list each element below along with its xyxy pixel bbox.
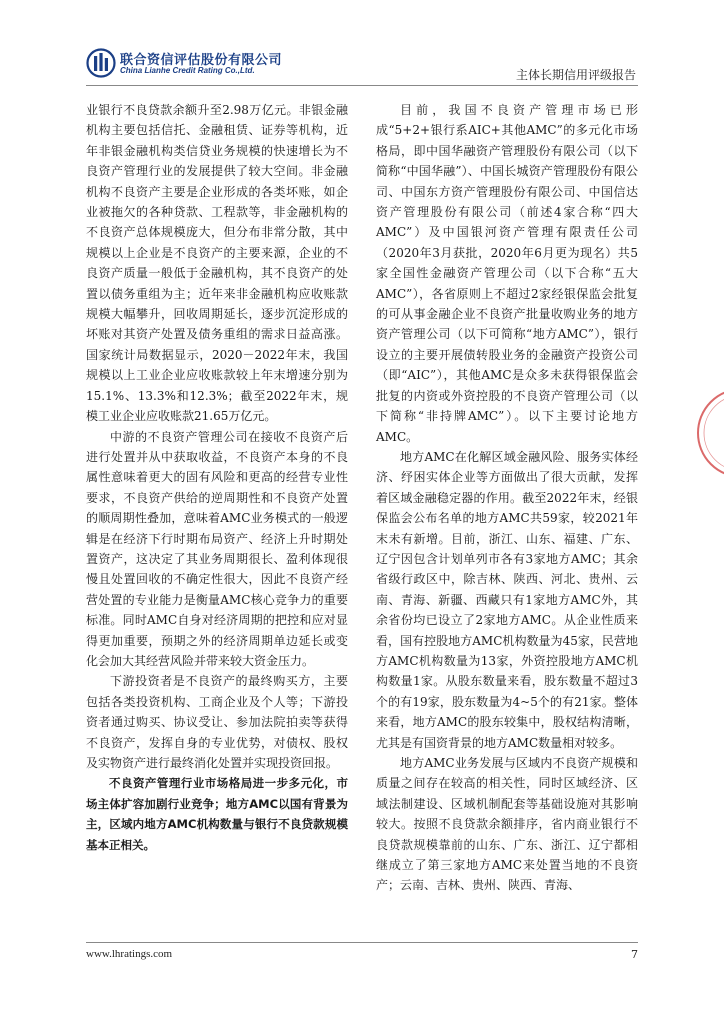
section-heading: 不良资产管理行业市场格局进一步多元化，市场主体扩容加剧行业竞争；地方AMC以国有背景为主，区域内地方AMC机构数量与银行不良贷款规模基本正相关。 — [86, 776, 348, 852]
seal-stamp-icon — [694, 378, 724, 488]
paragraph: 中游的不良资产管理公司在接收不良资产后进行处置并从中获取收益，不良资产本身的不良属性意味着更大的固有风险和更高的经营专业性要求，不良资产供给的逆周期性和不良资产处置的顺周期性叠加，意味着AMC业务模式的一般逻辑是在经济下行时期布局资产、经济上升时期处置资产，这决定了其业务周期很长、盈利体现很慢且处置回收的不确定性很大，因此不良资产经营处置的专业能力是衡量AMC核心竞争力的重要标准。同时AMC自身对经济周期的把控和应对显得更加重要，预期之外的经济周期单边延长或变化会加大其经营风险并带来较大资金压力。 — [86, 429, 348, 668]
paragraph: 地方AMC业务发展与区域内不良资产规模和质量之间存在较高的相关性，同时区域经济、区域法制建设、区域机制配套等基础设施对其影响较大。按照不良贷款余额排序，省内商业银行不良贷款规模靠前的山东、广东、浙江、辽宁都相继成立了第三家地方AMC来处置当地的不良资产；云南、吉林、贵州、陕西、青海、 — [376, 756, 638, 893]
right-column — [376, 100, 638, 896]
paragraph: 地方AMC在化解区域金融风险、服务实体经济、纾困实体企业等方面做出了很大贡献，发挥着区域金融稳定器的作用。截至2022年末，经银保监会公布名单的地方AMC共59家，较2021年末未有新增。目前，浙江、山东、福建、广东、辽宁因包含计划单列市各有3家地方AMC；其余省级行政区中，除吉林、陕西、河北、贵州、云南、青海、新疆、西藏只有1家地方AMC外，其余省份均已设立了2家地方AMC。从企业性质来看，国有控股地方AMC机构数量为45家，民营地方AMC机构数量为13家，外资控股地方AMC机构数量1家。从股东数量来看，股东数量不超过3个的有19家，股东数量为4~5个的有21家。整体来看，地方AMC的股东较集中，股权结构清晰，尤其是有国资背景的地方AMC数量相对较多。 — [376, 449, 638, 750]
paragraph: 下游投资者是不良资产的最终购买方，主要包括各类投资机构、工商企业及个人等；下游投资者通过购买、协议受让、参加法院拍卖等获得不良资产，发挥自身的专业优势，对债权、股权及实物资产进行最终消化处置并实现投资回报。 — [86, 674, 348, 770]
company-name-en: China Lianhe Credit Rating Co.,Ltd. — [120, 66, 255, 75]
footer-url-link[interactable]: www.lhratings.com — [86, 948, 173, 960]
report-type: 主体长期信用评级报告 — [515, 68, 636, 82]
company-logo-icon — [86, 48, 116, 78]
left-column — [86, 100, 348, 855]
company-name-cn: 联合资信评估股份有限公司 — [120, 53, 283, 68]
header-divider — [86, 85, 638, 86]
paragraph: 业银行不良贷款余额升至2.98万亿元。非银金融机构主要包括信托、金融租赁、证券等机构，近年非银金融机构类信贷业务规模的快速增长为不良资产管理行业的发展提供了较大空间。非金融机构不良资产主要是企业形成的各类坏账，如企业被拖欠的各种贷款、工程款等，非金融机构的不良资产总体规模庞大，但分布非常分散，其中规模以上企业是不良资产的主要来源，企业的不良资产质量一般低于金融机构，其不良资产的处置以债务重组为主；近年来非金融机构应收账款规模大幅攀升，回收周期延长，逐步沉淀形成的坏账对其资产处置及债务重组的需求日益高涨。国家统计局数据显示，2020－2022年末，我国规模以上工业企业应收账款较上年末增速分别为15.1%、13.3%和12.3%；截至2022年末，规模工业企业应收账款21.65万亿元。 — [86, 103, 348, 424]
page-header — [0, 0, 724, 96]
footer-divider — [86, 942, 638, 943]
page-number: 7 — [631, 948, 638, 961]
paragraph: 目前，我国不良资产管理市场已形成“5+2+银行系AIC+其他AMC”的多元化市场格局，即中国华融资产管理股份有限公司（以下简称“中国华融”）、中国长城资产管理股份有限公司、中国东方资产管理股份有限公司、中国信达资产管理股份有限公司（前述4家合称“四大AMC”）及中国银河资产管理有限责任公司（2020年3月获批，2020年6月更为现名）共5家全国性金融资产管理公司（以下合称“五大AMC”），各省原则上不超过2家经银保监会批复的可从事金融企业不良资产批量收购业务的地方资产管理公司（以下可简称“地方AMC”），银行设立的主要开展债转股业务的金融资产投资公司（即“AIC”），其他AMC是众多未获得银保监会批复的内资或外资控股的不良资产管理公司（以下简称“非持牌AMC”）。以下主要讨论地方AMC。 — [376, 103, 638, 444]
